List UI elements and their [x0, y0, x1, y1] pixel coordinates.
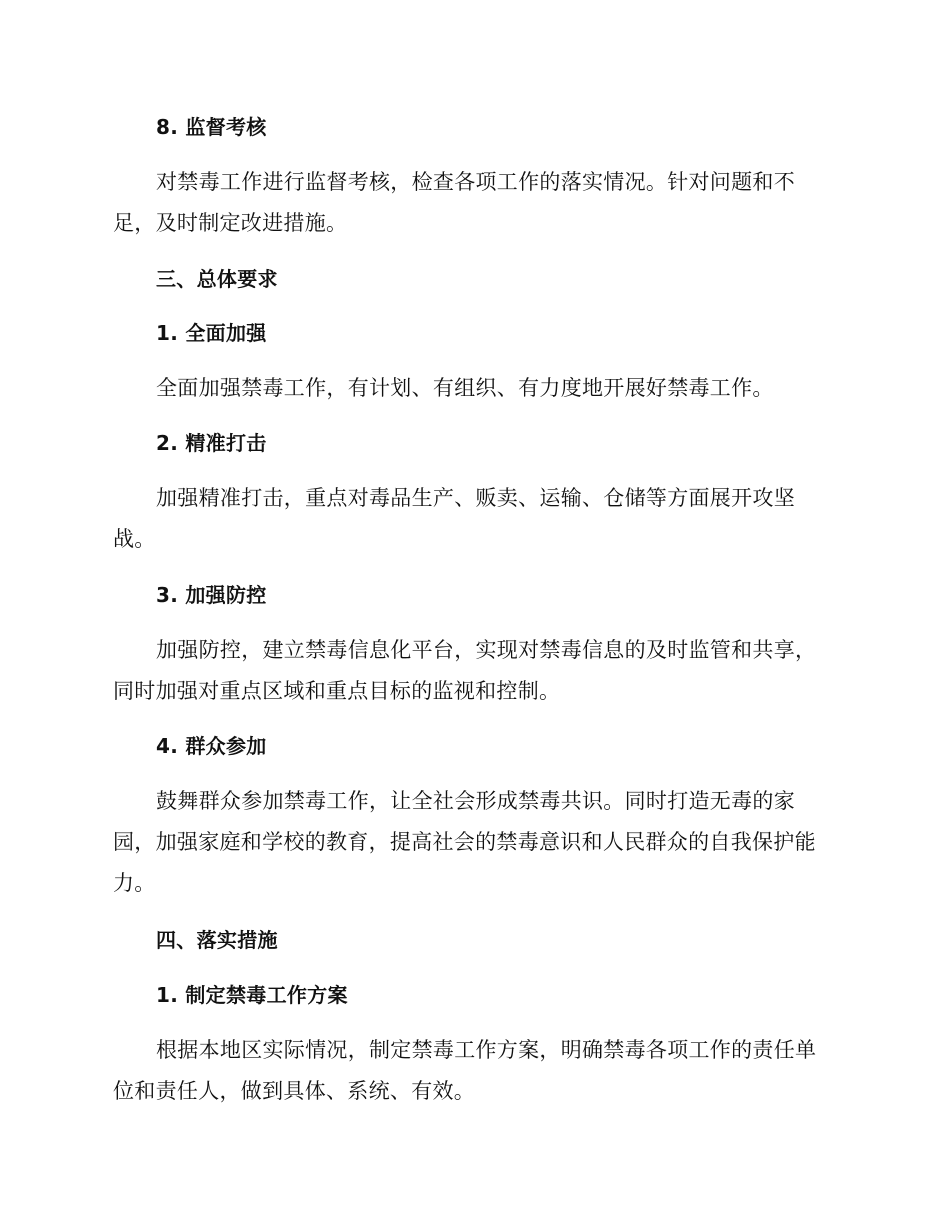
section-heading-precise-strike: 2. 精准打击	[156, 431, 267, 455]
paragraph-precise-strike: 加强精准打击，重点对毒品生产、贩卖、运输、仓储等方面展开攻坚战。	[113, 486, 795, 551]
paragraph-work-plan: 根据本地区实际情况，制定禁毒工作方案，明确禁毒各项工作的责任单位和责任人，做到具体、系统、有效。	[113, 1038, 817, 1103]
section-heading-prevention-control: 3. 加强防控	[156, 583, 267, 607]
paragraph-comprehensive: 全面加强禁毒工作，有计划、有组织、有力度地开展好禁毒工作。	[156, 376, 774, 400]
section-heading-supervision: 8. 监督考核	[156, 115, 267, 139]
paragraph-supervision: 对禁毒工作进行监督考核，检查各项工作的落实情况。针对问题和不足，及时制定改进措施。	[113, 170, 795, 235]
paragraph-public-participation: 鼓舞群众参加禁毒工作，让全社会形成禁毒共识。同时打造无毒的家园，加强家庭和学校的教育，提高社会的禁毒意识和人民群众的自我保护能力。	[113, 789, 816, 895]
chapter-heading-overall-requirements: 三、总体要求	[156, 267, 278, 291]
chapter-heading-implementation: 四、落实措施	[156, 928, 278, 952]
section-heading-public-participation: 4. 群众参加	[156, 734, 267, 758]
section-heading-work-plan: 1. 制定禁毒工作方案	[156, 983, 348, 1007]
section-heading-comprehensive: 1. 全面加强	[156, 321, 267, 345]
paragraph-prevention-control: 加强防控，建立禁毒信息化平台，实现对禁毒信息的及时监管和共享，同时加强对重点区域和重点目标的监视和控制。	[113, 638, 817, 703]
